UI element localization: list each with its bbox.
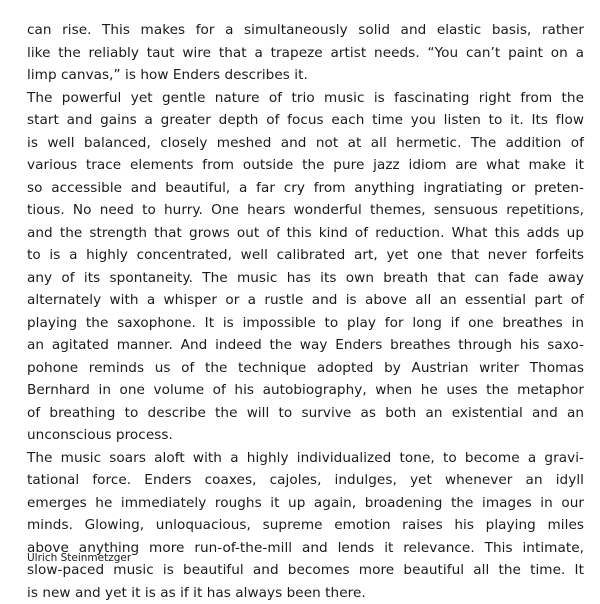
paragraph-3 — [27, 447, 584, 604]
text-line: an agitated manner. And indeed the way Enders breathes through his saxo- — [27, 334, 584, 357]
text-line: tious. No need to hurry. One hears wonderful themes, sensuous repetitions, — [27, 199, 584, 222]
text-line: so accessible and beautiful, a far cry from anything ingratiating or preten- — [27, 177, 584, 200]
text-line: is new and yet it is as if it has always been there. — [27, 582, 584, 604]
text-line: any of its spontaneity. The music has its own breath that can fade away — [27, 267, 584, 290]
text-line: pohone reminds us of the technique adopted by Austrian writer Thomas — [27, 357, 584, 380]
paragraph-1 — [27, 19, 584, 87]
text-line: above anything more run-of-the-mill and lends it relevance. This intimate, — [27, 537, 584, 560]
text-line: of breathing to describe the will to survive as both an existential and an — [27, 402, 584, 425]
text-line: slow-paced music is beautiful and becomes more beautiful all the time. It — [27, 559, 584, 582]
text-line: start and gains a greater depth of focus each time you listen to it. Its flow — [27, 109, 584, 132]
text-line: unconscious process. — [27, 424, 584, 447]
text-line: The powerful yet gentle nature of trio music is fascinating right from the — [27, 87, 584, 110]
text-line: playing the saxophone. It is impossible to play for long if one breathes in — [27, 312, 584, 335]
paragraph-2 — [27, 87, 584, 447]
text-line: like the reliably taut wire that a trapeze artist needs. “You can’t paint on a — [27, 42, 584, 65]
text-line: can rise. This makes for a simultaneously solid and elastic basis, rather — [27, 19, 584, 42]
text-line: tational force. Enders coaxes, cajoles, indulges, yet whenever an idyll — [27, 469, 584, 492]
text-line: emerges he immediately roughs it up again, broadening the images in our — [27, 492, 584, 515]
text-line: various trace elements from outside the pure jazz idiom are what make it — [27, 154, 584, 177]
author-name: Ulrich Steinmetzger — [27, 552, 131, 564]
article-body — [27, 19, 584, 604]
text-line: and the strength that grows out of this kind of reduction. What this adds up — [27, 222, 584, 245]
text-line: Bernhard in one volume of his autobiography, when he uses the metaphor — [27, 379, 584, 402]
text-line: is well balanced, closely meshed and not at all hermetic. The addition of — [27, 132, 584, 155]
text-line: The music soars aloft with a highly individualized tone, to become a gravi- — [27, 447, 584, 470]
text-line: minds. Glowing, unloquacious, supreme emotion raises his playing miles — [27, 514, 584, 537]
text-line: alternately with a whisper or a rustle and is above all an essential part of — [27, 289, 584, 312]
text-line: to is a highly concentrated, well calibrated art, yet one that never forfeits — [27, 244, 584, 267]
text-line: limp canvas,” is how Enders describes it. — [27, 64, 584, 87]
